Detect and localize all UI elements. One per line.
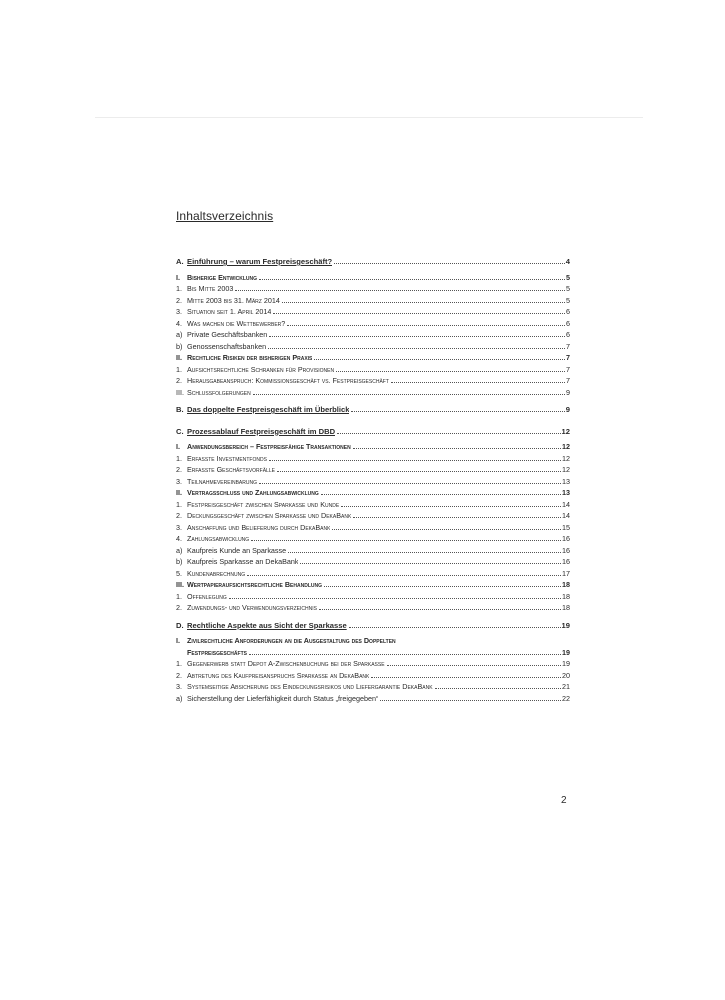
toc-dot-leader — [235, 289, 565, 291]
toc-entry[interactable] — [176, 487, 570, 499]
toc-dot-leader — [321, 493, 561, 495]
toc-entry[interactable] — [176, 341, 570, 353]
toc-entry[interactable] — [176, 545, 570, 557]
toc-entry-number: A. — [176, 257, 184, 266]
toc-entry-title: Kundenabrechnung — [187, 568, 246, 578]
page-number: 2 — [561, 795, 567, 806]
toc-dot-leader — [324, 585, 561, 587]
toc-entry-title: Kaufpreis Kunde an Sparkasse — [187, 545, 287, 555]
toc-entry-number: I. — [176, 272, 180, 282]
toc-entry-title: Einführung – warum Festpreisgeschäft? — [187, 257, 333, 266]
toc-entry-number: 1. — [176, 659, 182, 668]
toc-entry-number: 4. — [176, 534, 182, 543]
toc-entry-title: Was machen die Wettbewerber? — [187, 318, 286, 328]
scan-edge-line — [95, 117, 643, 118]
toc-entry-number: 2. — [176, 295, 182, 305]
toc-entry[interactable] — [176, 295, 570, 307]
toc-dot-leader — [332, 528, 561, 530]
toc-entry-title: Festpreisgeschäft zwischen Sparkasse und Kunde — [187, 499, 340, 509]
toc-entry-number: 3. — [176, 476, 182, 486]
toc-entry-page: 20 — [562, 670, 570, 680]
toc-entry-number: III. — [176, 580, 184, 589]
toc-entry-title: Rechtliche Aspekte aus Sicht der Sparkasse — [187, 620, 347, 630]
toc-chapter-entry[interactable] — [176, 426, 570, 438]
toc-entry-page: 6 — [566, 330, 570, 339]
toc-entry[interactable] — [176, 283, 570, 295]
toc-entry-number: III. — [176, 387, 184, 397]
toc-entry-title: Zahlungsabwicklung — [187, 534, 250, 543]
toc-entry-title: Genossenschaftsbanken — [187, 341, 267, 351]
toc-entry-page: 18 — [562, 580, 570, 589]
toc-entry-page: 17 — [562, 568, 570, 578]
toc-entry-number: 1. — [176, 364, 182, 374]
toc-entry-page: 7 — [566, 364, 570, 374]
toc-entry-page: 5 — [566, 272, 570, 282]
toc-entry[interactable] — [176, 499, 570, 511]
toc-entry-page: 18 — [562, 591, 570, 601]
toc-entry-page: 12 — [562, 453, 570, 463]
toc-entry-number: 5. — [176, 568, 182, 578]
toc-entry-number: 3. — [176, 522, 182, 532]
toc-entry-number: 2. — [176, 465, 182, 474]
toc-dot-leader — [341, 505, 561, 507]
toc-entry[interactable] — [176, 441, 570, 453]
toc-entry[interactable] — [176, 568, 570, 580]
toc-entry-page: 16 — [562, 557, 570, 566]
toc-entry[interactable] — [176, 375, 570, 387]
toc-entry-number: 2. — [176, 670, 182, 680]
toc-entry[interactable] — [176, 681, 570, 693]
toc-entry-title: Bis Mitte 2003 — [187, 284, 234, 293]
toc-dot-leader — [435, 687, 561, 689]
toc-entry[interactable] — [176, 329, 570, 341]
toc-entry-number: 1. — [176, 499, 182, 509]
toc-entry-number: 1. — [176, 284, 182, 293]
toc-entry-number: a) — [176, 693, 183, 703]
toc-entry[interactable] — [176, 635, 570, 647]
toc-entry-page: 14 — [562, 511, 570, 520]
toc-entry-title: Offenlegung — [187, 591, 227, 601]
page-title: Inhaltsverzeichnis — [176, 209, 274, 223]
toc-entry-title: Private Geschäftsbanken — [187, 330, 268, 339]
toc-entry[interactable] — [176, 387, 570, 399]
toc-dot-leader — [371, 676, 561, 678]
toc-dot-leader — [380, 699, 561, 701]
toc-entry[interactable] — [176, 647, 570, 659]
toc-entry-page: 12 — [562, 442, 570, 451]
toc-entry-page: 21 — [562, 682, 570, 691]
toc-entry-number: 3. — [176, 307, 182, 316]
toc-entry-number: 2. — [176, 603, 182, 612]
toc-entry-title: Zuwendungs- und Verwendungsverzeichnis — [187, 603, 317, 612]
toc-chapter-entry[interactable] — [176, 404, 570, 416]
toc-entry-title: Gegenerwerb statt Depot A-Zwischenbuchung bei der Sparkasse — [187, 659, 385, 668]
toc-entry-number: II. — [176, 353, 182, 362]
toc-entry-number: 4. — [176, 318, 182, 328]
toc-entry-page: 19 — [562, 659, 570, 668]
toc-entry-number: 1. — [176, 453, 182, 463]
toc-entry-title: Rechtliche Risiken der bisherigen Praxis — [187, 353, 313, 362]
toc-dot-leader — [229, 597, 561, 599]
toc-entry-number: 2. — [176, 376, 182, 385]
toc-entry[interactable] — [176, 556, 570, 568]
toc-entry-page: 9 — [565, 405, 570, 414]
toc-entry-number: b) — [176, 557, 183, 566]
toc-entry-title: Vertragsschluss und Zahlungsabwicklung — [187, 488, 319, 497]
toc-entry-title: Schlussfolgerungen — [187, 387, 251, 397]
toc-entry-title: Kaufpreis Sparkasse an DekaBank — [187, 557, 299, 566]
toc-entry[interactable] — [176, 579, 570, 591]
toc-dot-leader — [282, 301, 565, 303]
toc-entry-page: 14 — [562, 499, 570, 509]
toc-dot-leader — [288, 551, 561, 553]
toc-chapter-entry[interactable] — [176, 256, 570, 268]
toc-entry-title: Wertpapieraufsichtsrechtliche Behandlung — [187, 580, 322, 589]
toc-dot-leader — [247, 574, 561, 576]
toc-entry-title: Anwendungsbereich – Festpreisfähige Transaktionen — [187, 442, 351, 451]
toc-entry-number: 1. — [176, 591, 182, 601]
toc-entry-title: Abtretung des Kaufpreisanspruchs Sparkasse an DekaBank — [187, 670, 370, 680]
toc-entry-title: Deckungsgeschäft zwischen Sparkasse und DekaBank — [187, 511, 352, 520]
toc-entry-title: Erfasste Geschäftsvorfälle — [187, 465, 275, 474]
toc-dot-leader — [269, 335, 565, 337]
toc-entry-page: 9 — [566, 387, 570, 397]
toc-entry-number: 2. — [176, 511, 182, 520]
toc-entry-page: 12 — [561, 426, 570, 436]
toc-entry-title: Sicherstellung der Lieferfähigkeit durch Status „freigegeben“ — [187, 693, 379, 703]
toc-dot-leader — [268, 347, 565, 349]
toc-entry[interactable] — [176, 306, 570, 318]
toc-entry-title: Herausgabeanspruch: Kommissionsgeschäft vs. Festpreisgeschäft — [187, 376, 389, 385]
toc-entry[interactable] — [176, 464, 570, 476]
toc-entry[interactable] — [176, 364, 570, 376]
toc-dot-leader — [351, 410, 564, 412]
toc-entry-title: Mitte 2003 bis 31. März 2014 — [187, 295, 280, 305]
toc-entry-page: 19 — [561, 620, 570, 630]
toc-dot-leader — [251, 539, 561, 541]
toc-entry-page: 22 — [562, 693, 570, 703]
toc-entry-title: Prozessablauf Festpreisgeschäft im DBD — [187, 426, 336, 436]
toc-entry[interactable] — [176, 510, 570, 522]
toc-entry-title: Das doppelte Festpreisgeschäft im Überblick — [187, 405, 350, 414]
toc-entry-page: 16 — [562, 545, 570, 555]
toc-dot-leader — [391, 381, 565, 383]
toc-entry-page: 7 — [566, 376, 570, 385]
toc-dot-leader — [349, 626, 561, 628]
toc-entry[interactable] — [176, 658, 570, 670]
toc-dot-leader — [259, 278, 565, 280]
toc-entry-page: 4 — [565, 257, 570, 266]
toc-entry[interactable] — [176, 272, 570, 284]
toc-dot-leader — [319, 608, 561, 610]
toc-dot-leader — [314, 358, 565, 360]
toc-entry-page: 5 — [566, 284, 570, 293]
toc-dot-leader — [353, 447, 561, 449]
toc-dot-leader — [337, 432, 560, 434]
toc-entry-title: Zivilrechtliche Anforderungen an die Ausgestaltung des Doppelten — [187, 636, 396, 645]
toc-dot-leader — [277, 470, 561, 472]
table-of-contents — [176, 256, 570, 704]
toc-dot-leader — [336, 370, 565, 372]
toc-entry[interactable] — [176, 476, 570, 488]
toc-entry-page: 19 — [562, 647, 570, 657]
toc-dot-leader — [387, 664, 561, 666]
toc-dot-leader — [253, 393, 565, 395]
toc-entry-number: b) — [176, 341, 183, 351]
toc-entry-title: Situation seit 1. April 2014 — [187, 307, 272, 316]
toc-entry-number: II. — [176, 488, 182, 497]
toc-entry[interactable] — [176, 602, 570, 614]
toc-entry[interactable] — [176, 522, 570, 534]
toc-entry[interactable] — [176, 693, 570, 705]
toc-entry-title: Aufsichtsrechtliche Schranken für Provisionen — [187, 364, 335, 374]
toc-entry-title: Erfasste Investmentfonds — [187, 453, 267, 463]
toc-dot-leader — [334, 262, 565, 264]
toc-dot-leader — [269, 459, 561, 461]
toc-dot-leader — [273, 312, 565, 314]
toc-entry-title: Systemseitige Absicherung des Eindeckungsrisikos und Liefergarantie DekaBank — [187, 682, 433, 691]
toc-entry-title: Bisherige Entwicklung — [187, 272, 258, 282]
toc-dot-leader — [249, 653, 561, 655]
toc-entry-title: Teilnahmevereinbarung — [187, 476, 257, 486]
toc-entry-page: 12 — [562, 465, 570, 474]
toc-entry[interactable] — [176, 352, 570, 364]
toc-entry-number: a) — [176, 330, 183, 339]
toc-entry-page: 6 — [566, 307, 570, 316]
toc-entry-number: I. — [176, 442, 180, 451]
toc-entry[interactable] — [176, 533, 570, 545]
toc-entry-number: I. — [176, 636, 180, 645]
toc-entry-page: 13 — [562, 476, 570, 486]
toc-entry[interactable] — [176, 453, 570, 465]
toc-dot-leader — [287, 324, 565, 326]
toc-dot-leader — [353, 516, 561, 518]
toc-chapter-entry[interactable] — [176, 620, 570, 632]
toc-entry-number: D. — [176, 620, 184, 630]
toc-entry-number: 3. — [176, 682, 182, 691]
toc-entry-page: 16 — [562, 534, 570, 543]
toc-entry-page: 7 — [566, 341, 570, 351]
toc-entry-title: Festpreisgeschäfts — [187, 647, 247, 657]
toc-entry-page: 13 — [562, 488, 570, 497]
toc-dot-leader — [259, 482, 561, 484]
toc-entry-page: 5 — [566, 295, 570, 305]
toc-entry[interactable] — [176, 318, 570, 330]
toc-entry-number: C. — [176, 426, 184, 436]
toc-entry-page: 7 — [566, 353, 570, 362]
toc-entry-page: 18 — [562, 603, 570, 612]
toc-entry-page: 15 — [562, 522, 570, 532]
toc-entry-number: a) — [176, 545, 183, 555]
toc-entry-title: Anschaffung und Belieferung durch DekaBank — [187, 522, 331, 532]
toc-entry-page: 6 — [566, 318, 570, 328]
toc-entry[interactable] — [176, 670, 570, 682]
toc-dot-leader — [300, 562, 561, 564]
toc-entry-number: B. — [176, 405, 184, 414]
toc-entry[interactable] — [176, 591, 570, 603]
